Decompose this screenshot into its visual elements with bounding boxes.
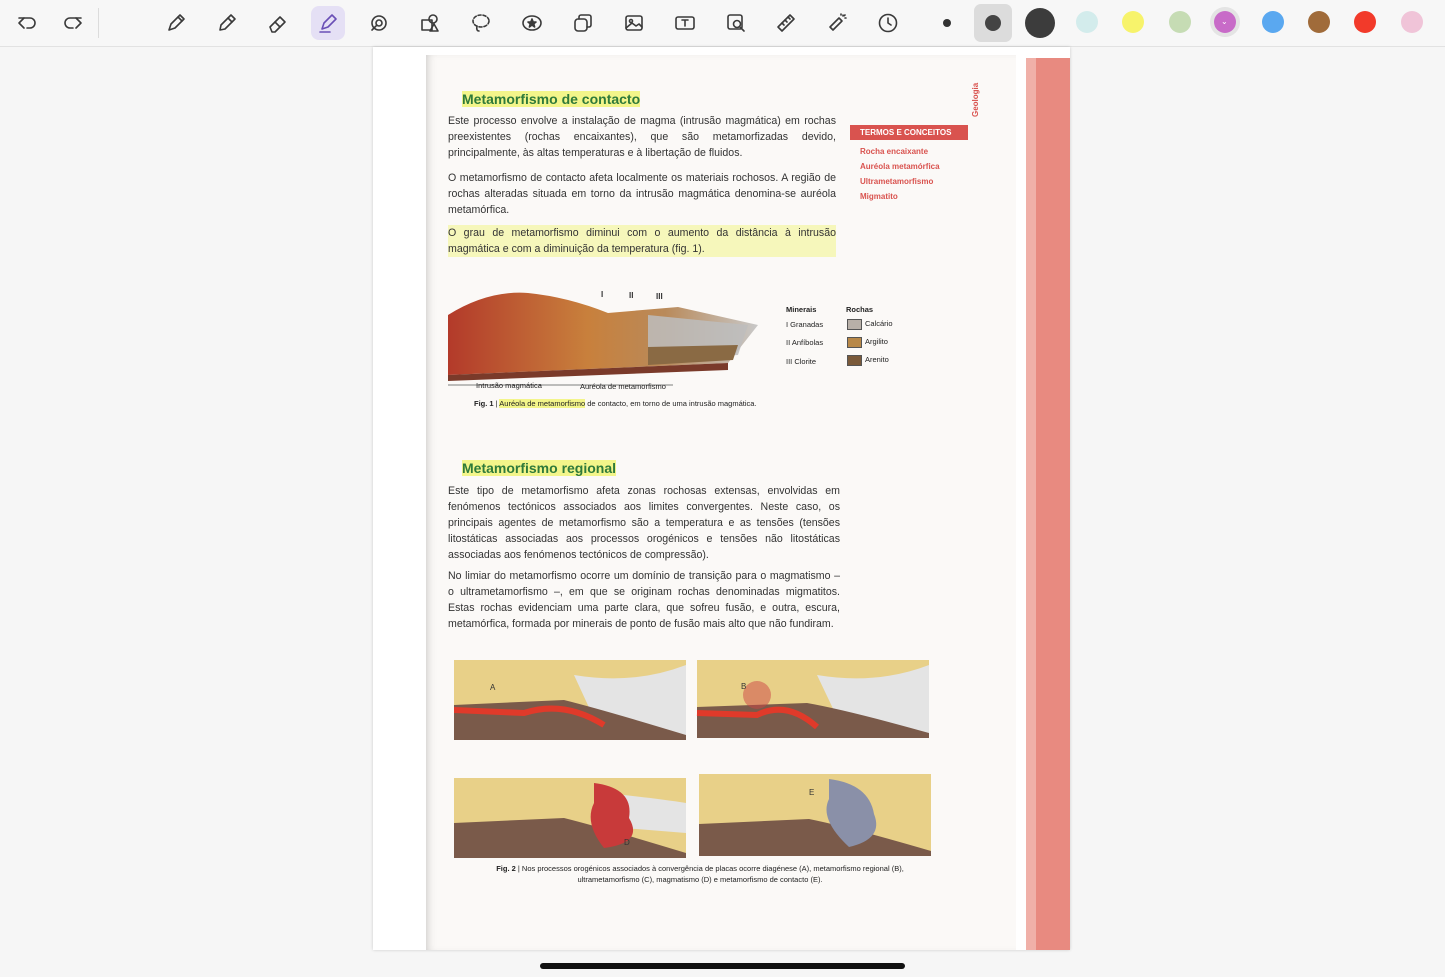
document-page[interactable] [373, 47, 1070, 950]
book-page-photo [426, 55, 1016, 950]
stroke-size-medium-selected[interactable] [974, 4, 1012, 42]
stroke-size-small[interactable] [943, 19, 951, 27]
undo-icon[interactable] [10, 6, 44, 40]
fig1-zone-label: III [656, 292, 663, 301]
color-swatch-pink[interactable] [1401, 11, 1423, 33]
svg-text:A: A [490, 683, 496, 692]
term-item: Migmatito [860, 192, 898, 201]
section2-title: Metamorfismo regional [462, 460, 617, 476]
text-box-icon[interactable] [668, 6, 702, 40]
chevron-down-icon: ⌄ [1221, 17, 1228, 26]
lasso-icon[interactable] [464, 6, 498, 40]
color-swatch-brown[interactable] [1308, 11, 1330, 33]
highlighter-icon[interactable] [311, 6, 345, 40]
section1-paragraph-3: O grau de metamorfismo diminui com o aumento da distância à intrusão magmática e com a diminuição da temperatura (fig. 1). [448, 227, 836, 255]
fig1-label-intrusion: Intrusão magmática [476, 381, 542, 390]
toolbar-divider [98, 8, 99, 38]
pen-icon[interactable] [159, 6, 193, 40]
image-icon[interactable] [617, 6, 651, 40]
legend-swatch-calcario [847, 319, 862, 330]
color-swatch-red[interactable] [1354, 11, 1376, 33]
toolbar [0, 0, 1445, 47]
terms-box-title: TERMOS E CONCEITOS [850, 125, 968, 140]
fig1-mineral-item: II Anfíbolas [786, 338, 824, 347]
fig1-rock-item: Calcário [865, 319, 893, 328]
term-item: Ultrametamorfismo [860, 177, 934, 186]
eraser-icon[interactable] [261, 6, 295, 40]
fig1-block-diagram [448, 285, 764, 395]
section2-paragraph-1: Este tipo de metamorfismo afeta zonas rochosas extensas, envolvidas em fenómenos tectónicos associados aos limites convergentes. Neste caso, os principais agentes de metamorfismo são a temperatura e as tensões (tensões litostáticas associadas aos processos orogénicos e tensões não litostáticas associadas aos fenómenos tectónicos de compressão). [448, 485, 840, 561]
color-swatch-light-cyan[interactable] [1076, 11, 1098, 33]
fig1-rock-item: Arenito [865, 355, 889, 364]
section1-paragraph-1: Este processo envolve a instalação de magma (intrusão magmática) em rochas preexistentes (rochas encaixantes), que são metamorfizadas devido, principalmente, às altas temperaturas e à libertação de fluidos. [448, 115, 836, 159]
legend-swatch-arenito [847, 355, 862, 366]
home-indicator[interactable] [540, 963, 905, 969]
fig1-mineral-item: I Granadas [786, 320, 824, 329]
timer-icon[interactable] [871, 6, 905, 40]
svg-text:B: B [741, 682, 747, 691]
fig1-rock-item: Argilito [865, 337, 888, 346]
star-sticker-icon[interactable] [515, 6, 549, 40]
fig1-caption: Fig. 1 | Auréola de metamorfismo de contacto, em torno de uma intrusão magmática. [474, 399, 757, 408]
fig1-zone-label: II [629, 291, 634, 300]
color-swatch-purple[interactable] [1214, 11, 1236, 33]
color-swatch-light-green[interactable] [1169, 11, 1191, 33]
fig1-rocks-title: Rochas [846, 305, 874, 314]
color-swatch-blue[interactable] [1262, 11, 1284, 33]
page-edge-light [1026, 58, 1036, 950]
section1-paragraph-2: O metamorfismo de contacto afeta localmente os materiais rochosos. A região de rochas alteradas situada em torno da intrusão magmática denomina-se auréola metamórfica. [448, 172, 836, 216]
fig1-zone-label: I [601, 290, 604, 299]
image-search-icon[interactable] [719, 6, 753, 40]
term-item: Auréola metamórfica [860, 162, 940, 171]
shape-icon[interactable] [362, 6, 396, 40]
fig1-label-aureole: Auréola de metamorfismo [580, 382, 666, 391]
section2-paragraph-2: No limiar do metamorfismo ocorre um domínio de transição para o magmatismo – o ultrametamorfismo –, em que se originam rochas denominadas migmatitos. Estas rochas evidenciam uma parte clara, que sofreu fusão, e outra, escura, metamórfica, formada por minerais de ponto de fusão mais alto que não fundiram. [448, 570, 840, 630]
fig1-mineral-item: III Clorite [786, 357, 817, 366]
copy-icon[interactable] [566, 6, 600, 40]
page-edge [1036, 58, 1070, 950]
side-tab-label: Geologia [971, 82, 980, 117]
shapes-icon[interactable] [413, 6, 447, 40]
terms-box [850, 125, 968, 208]
svg-text:D: D [624, 838, 630, 847]
fig2-caption: Fig. 2 | Nos processos orogénicos associados à convergência de placas ocorre diagénese (A), metamorfismo regional (B), ultrametamorfismo (C), magmatismo (D) e metamorfismo de contacto (E). [496, 864, 904, 884]
term-item: Rocha encaixante [860, 147, 929, 156]
color-swatch-yellow[interactable] [1122, 11, 1144, 33]
fig1-minerals-title: Minerais [786, 305, 817, 314]
section1-title: Metamorfismo de contacto [462, 91, 641, 107]
legend-swatch-argilito [847, 337, 862, 348]
ruler-icon[interactable] [769, 6, 803, 40]
svg-text:E: E [809, 788, 815, 797]
pencil-icon[interactable] [210, 6, 244, 40]
stroke-size-large[interactable] [1025, 8, 1055, 38]
laser-pointer-icon[interactable] [820, 6, 854, 40]
fig2-panels [454, 655, 934, 860]
redo-icon[interactable] [56, 6, 90, 40]
